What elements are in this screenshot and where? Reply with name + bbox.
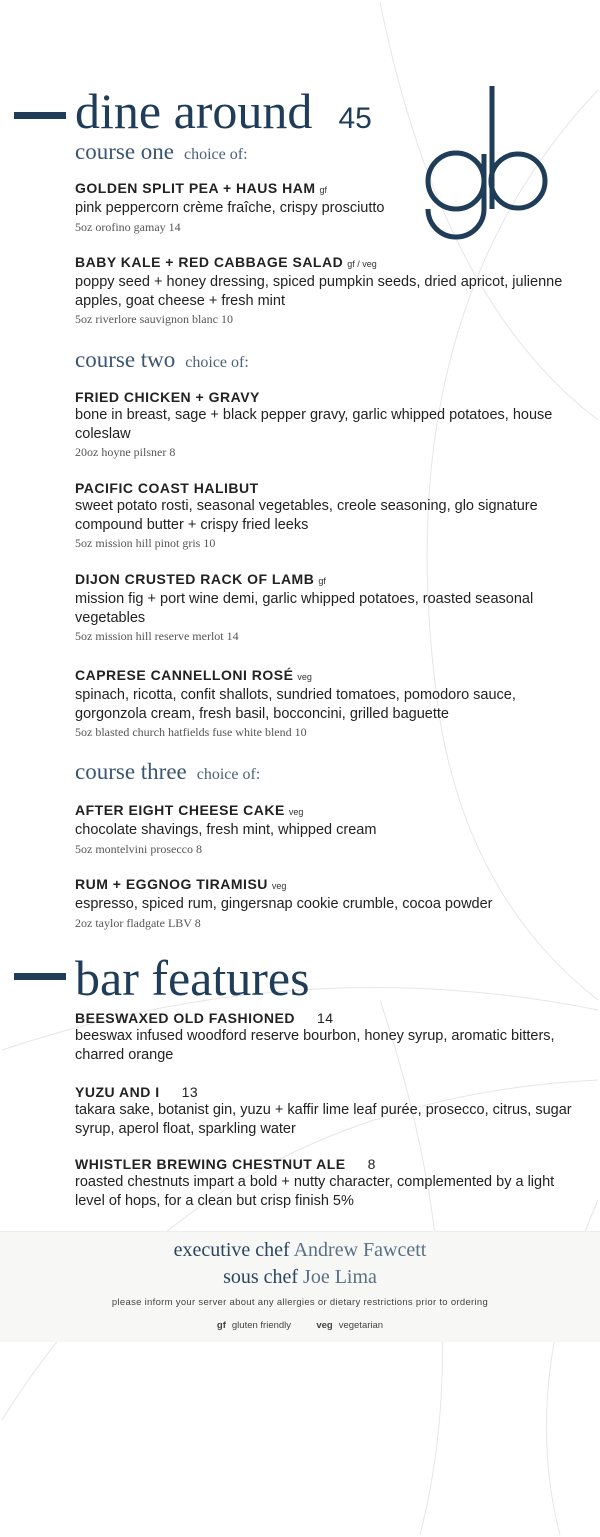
course-one-heading bbox=[75, 139, 248, 168]
bar-item bbox=[75, 1083, 575, 1138]
legend-abbr: gf bbox=[216, 1320, 226, 1331]
item-name: YUZU AND I bbox=[75, 1084, 160, 1100]
dine-around-heading bbox=[75, 83, 372, 144]
course-label: course three bbox=[75, 759, 187, 784]
legend-abbr: veg bbox=[316, 1320, 333, 1331]
course-two-heading bbox=[75, 347, 249, 376]
item-name: AFTER EIGHT CHEESE CAKE bbox=[75, 802, 285, 818]
item-tag: veg bbox=[297, 672, 312, 682]
section-dash bbox=[14, 112, 66, 119]
menu-item bbox=[75, 666, 575, 741]
item-wine: 5oz orofino gamay 14 bbox=[75, 219, 181, 234]
course-three-heading bbox=[75, 759, 260, 788]
menu-item bbox=[75, 570, 575, 645]
legend-text: vegetarian bbox=[338, 1320, 384, 1331]
dine-around-title: dine around bbox=[75, 83, 313, 139]
item-name: CAPRESE CANNELLONI ROSÉ bbox=[75, 667, 294, 683]
item-price: 8 bbox=[367, 1156, 376, 1172]
menu-item bbox=[75, 388, 575, 461]
footer bbox=[0, 1231, 600, 1342]
item-desc: beeswax infused woodford reserve bourbon, honey syrup, aromatic bitters, charred orange bbox=[75, 1028, 555, 1063]
executive-chef bbox=[0, 1237, 600, 1264]
item-desc: poppy seed + honey dressing, spiced pumpkin seeds, dried apricot, julienne apples, goat cheese + fresh mint bbox=[75, 274, 563, 309]
item-desc: sweet potato rosti, seasonal vegetables, creole seasoning, glo signature compound butter + crispy fried leeks bbox=[75, 498, 538, 533]
dine-around-price: 45 bbox=[338, 102, 372, 135]
item-wine: 5oz riverlore sauvignon blanc 10 bbox=[75, 312, 233, 326]
menu-item bbox=[75, 801, 575, 858]
item-desc: mission fig + port wine demi, garlic whipped potatoes, roasted seasonal vegetables bbox=[75, 591, 534, 626]
sous-chef bbox=[0, 1264, 600, 1291]
sous-name: Joe Lima bbox=[303, 1266, 377, 1288]
item-wine: 5oz mission hill reserve merlot 14 bbox=[75, 629, 239, 643]
item-price: 14 bbox=[316, 1010, 334, 1026]
item-tag: gf / veg bbox=[347, 259, 377, 269]
item-name: DIJON CRUSTED RACK OF LAMB bbox=[75, 571, 315, 587]
item-name: BABY KALE + RED CABBAGE SALAD bbox=[75, 254, 344, 270]
dietary-legend bbox=[0, 1320, 600, 1331]
item-name: BEESWAXED OLD FASHIONED bbox=[75, 1010, 295, 1026]
item-tag: veg bbox=[271, 881, 287, 891]
item-name: PACIFIC COAST HALIBUT bbox=[75, 480, 259, 496]
legend-text: gluten friendly bbox=[231, 1320, 292, 1331]
choice-label: choice of: bbox=[185, 354, 249, 371]
sous-label: sous chef bbox=[223, 1266, 299, 1288]
item-tag: veg bbox=[288, 807, 304, 817]
item-tag: gf bbox=[318, 576, 326, 586]
item-name: WHISTLER BREWING CHESTNUT ALE bbox=[75, 1156, 346, 1172]
item-wine: 20oz hoyne pilsner 8 bbox=[75, 445, 176, 459]
allergy-note: please inform your server about any allergies or dietary restrictions prior to ordering bbox=[111, 1297, 489, 1308]
item-name: RUM + EGGNOG TIRAMISU bbox=[75, 876, 268, 892]
item-name: GOLDEN SPLIT PEA + HAUS HAM bbox=[75, 180, 316, 196]
section-dash bbox=[14, 973, 66, 980]
item-wine: 5oz montelvini prosecco 8 bbox=[75, 841, 202, 856]
item-desc: roasted chestnuts impart a bold + nutty character, complemented by a light level of hops, for a clean but crisp finish 5% bbox=[75, 1174, 555, 1209]
course-label: course one bbox=[75, 139, 174, 164]
course-label: course two bbox=[75, 347, 176, 372]
item-name: FRIED CHICKEN + GRAVY bbox=[75, 389, 260, 405]
item-desc: bone in breast, sage + black pepper gravy, garlic whipped potatoes, house coleslaw bbox=[75, 407, 553, 442]
item-wine: 5oz blasted church hatfields fuse white blend 10 bbox=[75, 725, 307, 739]
exec-label: executive chef bbox=[173, 1239, 290, 1261]
menu-item bbox=[75, 179, 575, 236]
bar-item bbox=[75, 1009, 575, 1064]
item-price: 13 bbox=[181, 1084, 199, 1100]
item-desc: spinach, ricotta, confit shallots, sundried tomatoes, pomodoro sauce, gorgonzola cream, fresh basil, bocconcini, grilled baguette bbox=[75, 687, 516, 722]
choice-label: choice of: bbox=[196, 766, 261, 783]
item-desc: chocolate shavings, fresh mint, whipped cream bbox=[75, 822, 377, 838]
item-desc: espresso, spiced rum, gingersnap cookie crumble, cocoa powder bbox=[75, 896, 493, 912]
choice-label: choice of: bbox=[184, 146, 248, 163]
item-wine: 2oz taylor fladgate LBV 8 bbox=[75, 915, 201, 930]
item-desc: takara sake, botanist gin, yuzu + kaffir lime leaf purée, prosecco, citrus, sugar syrup, aperol float, sparkling water bbox=[75, 1102, 572, 1137]
item-desc: pink peppercorn crème fraîche, crispy prosciutto bbox=[75, 200, 385, 216]
item-tag: gf bbox=[319, 185, 328, 195]
exec-name: Andrew Fawcett bbox=[293, 1239, 427, 1261]
menu-item bbox=[75, 875, 575, 932]
item-wine: 5oz mission hill pinot gris 10 bbox=[75, 536, 216, 550]
bar-item bbox=[75, 1155, 575, 1210]
menu-item bbox=[75, 479, 575, 552]
menu-item bbox=[75, 253, 575, 328]
bar-features-title: bar features bbox=[75, 950, 310, 1006]
